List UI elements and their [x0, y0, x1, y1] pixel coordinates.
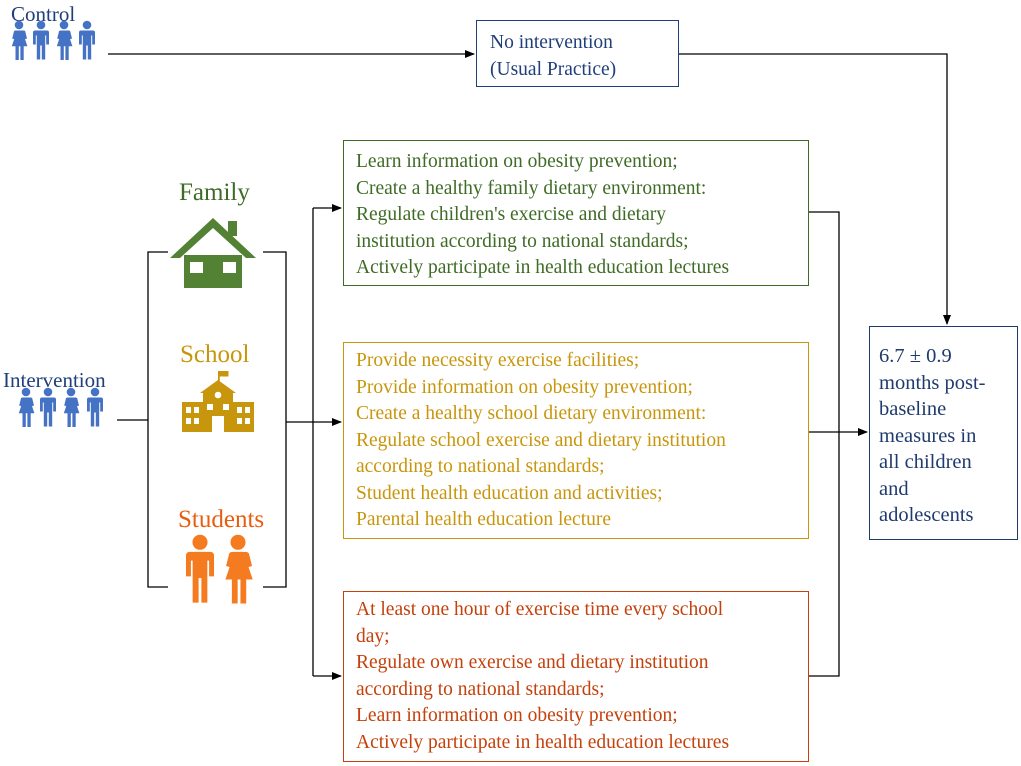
family-label: Family: [179, 179, 250, 206]
box-line: Actively participate in health education lectures: [356, 257, 730, 278]
right-bracket: [263, 252, 286, 587]
student-couple-icon: [186, 535, 253, 604]
box-line: according to national standards;: [356, 678, 605, 700]
no-intervention-box: [476, 20, 679, 87]
box-line: Provide information on obesity prevention;: [356, 376, 693, 398]
box-line: adolescents: [879, 504, 974, 526]
box-line: At least one hour of exercise time every school: [356, 599, 724, 620]
line-family-to-collector: [809, 212, 839, 676]
box-line: institution according to national standards;: [356, 230, 689, 252]
box-line: all children: [879, 451, 972, 473]
box-line: and: [879, 477, 909, 500]
house-icon: [170, 218, 256, 288]
box-line: Parental health education lecture: [356, 509, 612, 530]
box-line: 6.7 ± 0.9: [879, 345, 952, 367]
box-line: (Usual Practice): [490, 58, 617, 80]
students-label: Students: [178, 506, 265, 533]
box-line: according to national standards;: [356, 456, 605, 477]
students-intervention-box: [343, 591, 809, 762]
box-line: Regulate children's exercise and dietary: [356, 204, 666, 225]
box-line: Learn information on obesity prevention;: [356, 705, 678, 726]
box-line: Regulate own exercise and dietary institution: [356, 652, 709, 673]
school-label: School: [180, 341, 250, 368]
family-intervention-box: [343, 140, 809, 286]
box-line: No intervention: [490, 32, 613, 53]
control-group-label: Control: [11, 2, 76, 26]
box-line: Provide necessity exercise facilities;: [356, 350, 640, 371]
school-building-icon: [182, 371, 254, 432]
box-line: Actively participate in health education lectures: [356, 731, 730, 753]
box-line: day;: [356, 625, 390, 647]
box-line: measures in: [879, 424, 977, 447]
box-line: Learn information on obesity prevention;: [356, 151, 678, 172]
left-bracket: [148, 252, 168, 587]
box-line: Create a healthy school dietary environment:: [356, 403, 707, 424]
box-line: baseline: [879, 398, 947, 420]
box-line: Create a healthy family dietary environment:: [356, 177, 707, 199]
intervention-group-label: Intervention: [3, 368, 106, 392]
box-line: months post-: [879, 371, 986, 394]
intervention-people-icon: [19, 388, 103, 427]
box-line: Regulate school exercise and dietary institution: [356, 429, 726, 451]
box-line: Student health education and activities;: [356, 482, 663, 504]
outcome-measures-box: [869, 326, 1018, 540]
school-intervention-box: [343, 342, 809, 539]
